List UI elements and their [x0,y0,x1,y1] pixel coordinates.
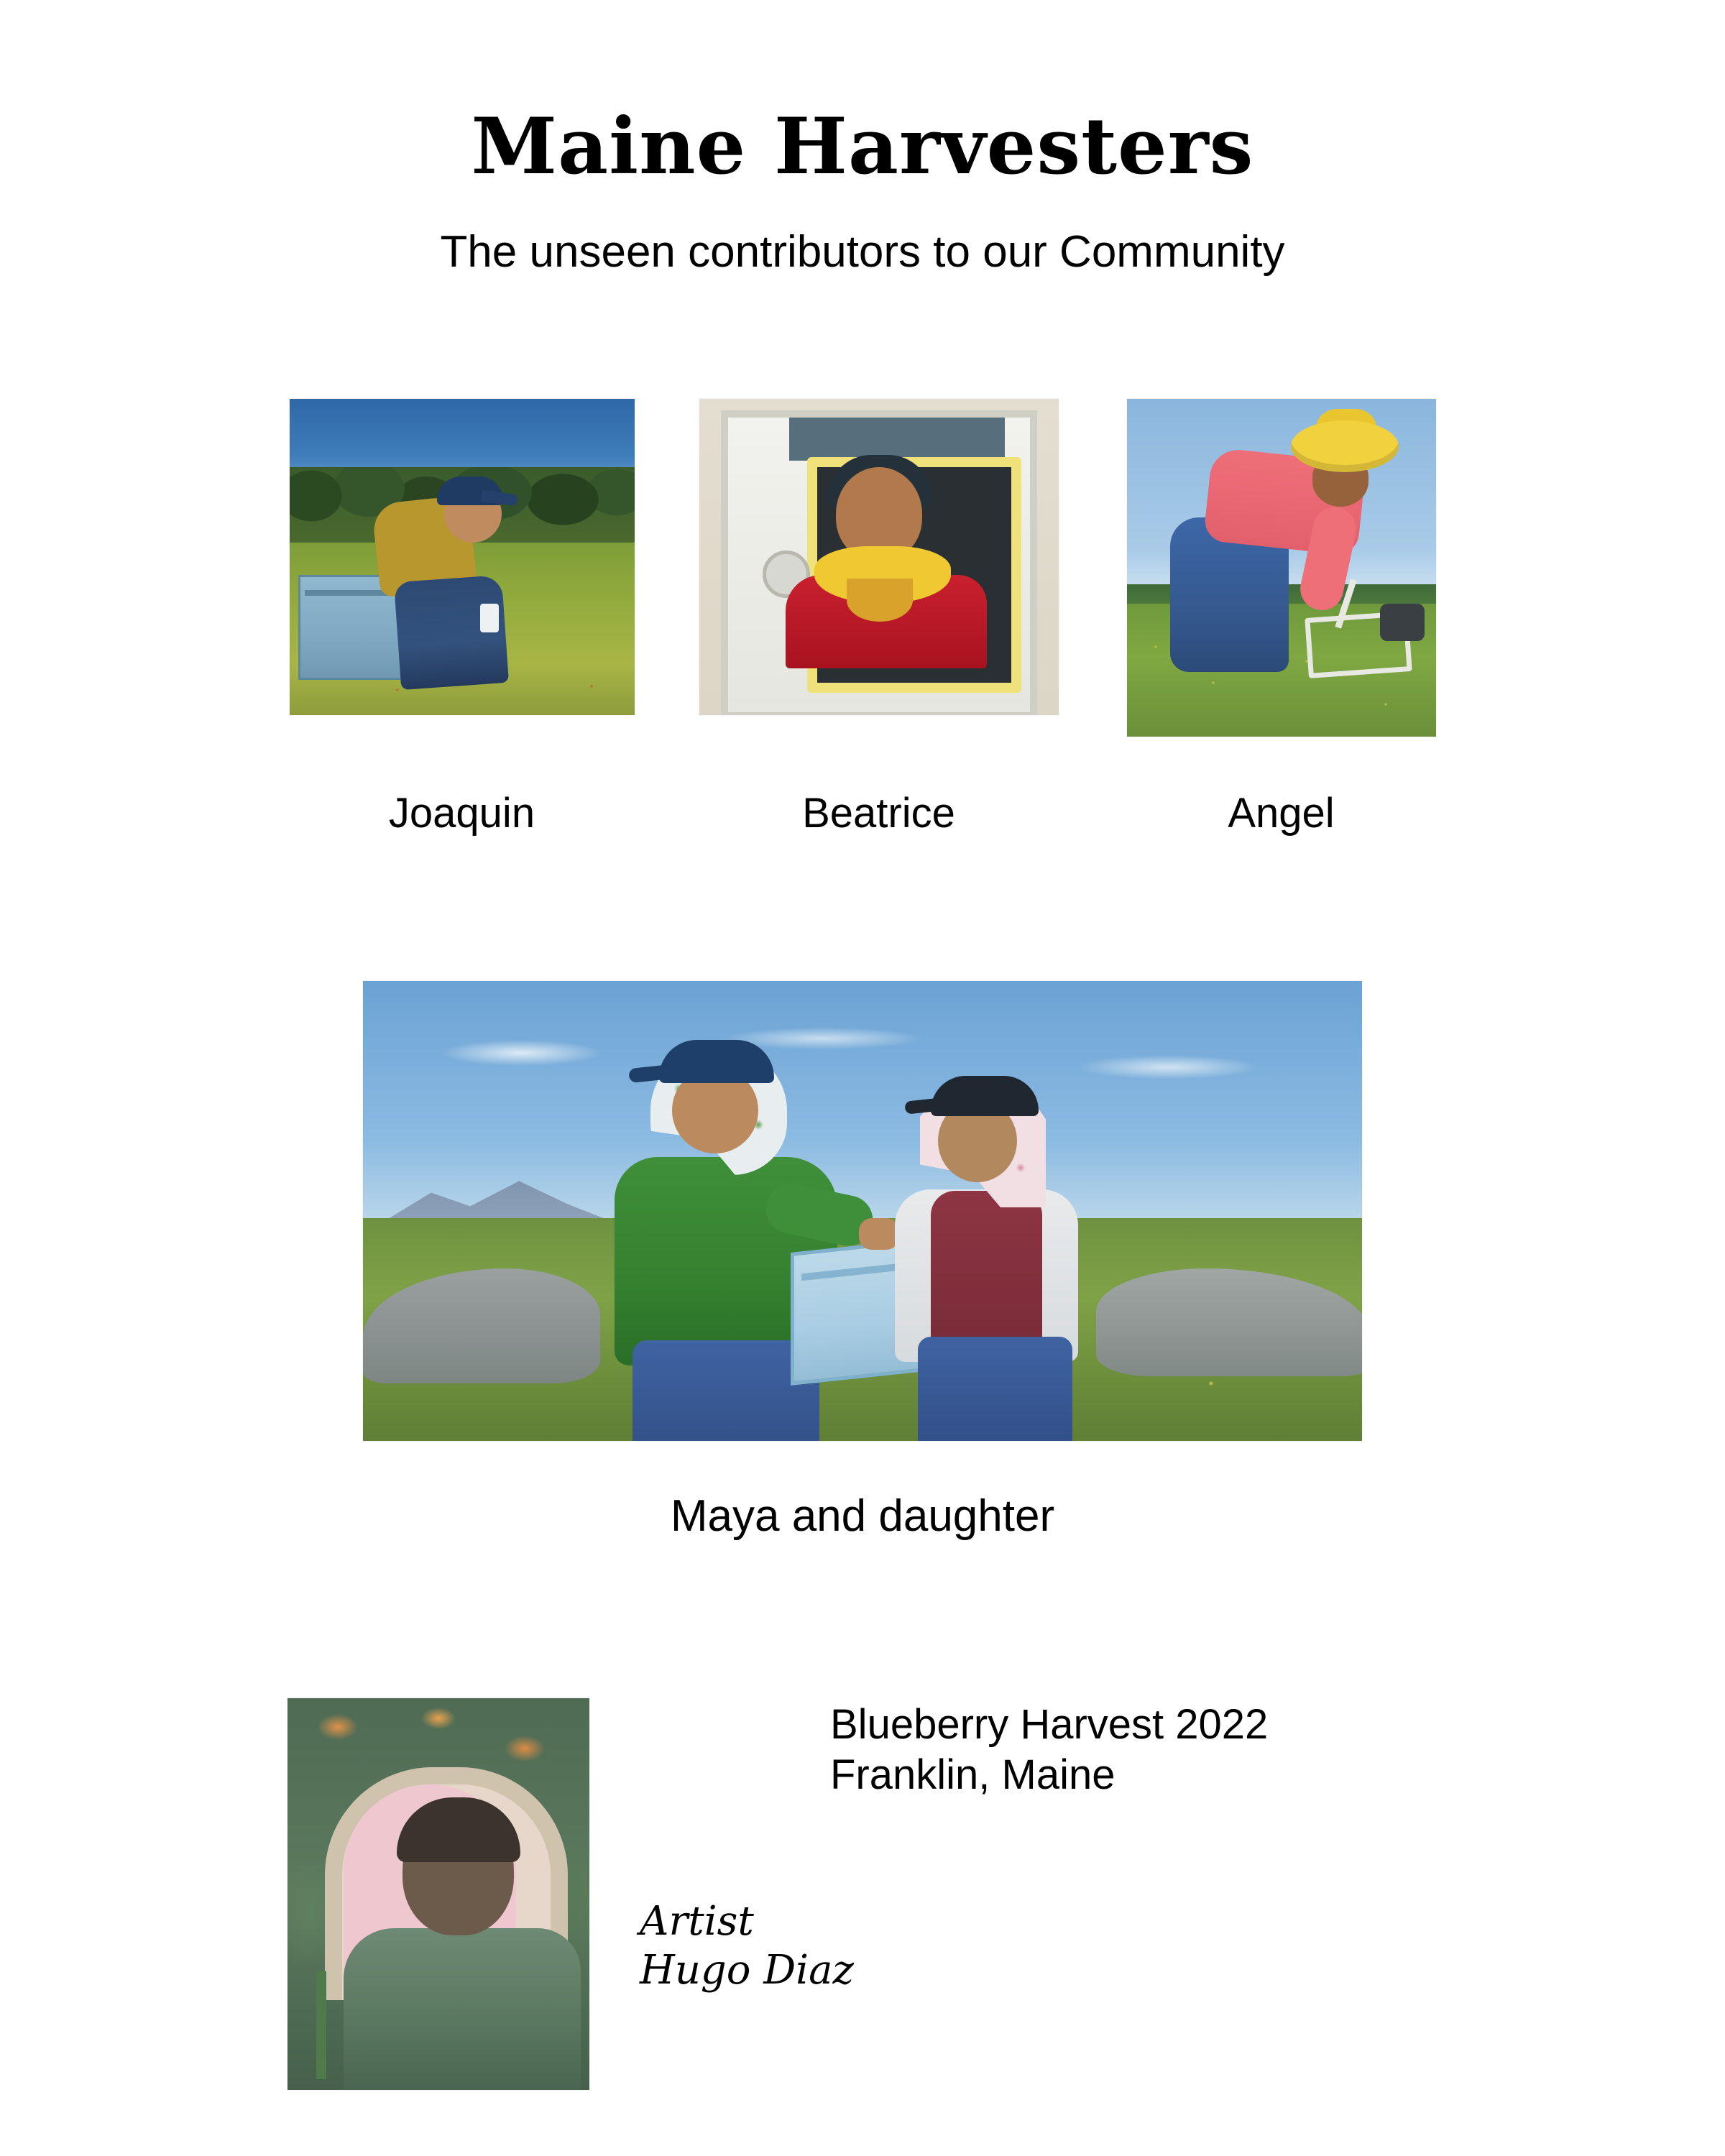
painting-maya-and-daughter [363,981,1362,1441]
portrait-artist [288,1698,589,2090]
figure-legs-shape [393,575,508,690]
artwork-card-beatrice [699,399,1059,837]
window-shape [789,418,1005,461]
event-title: Blueberry Harvest 2022 [830,1701,1269,1748]
artwork-card-joaquin [290,399,635,837]
collar-shape [847,579,913,622]
artwork-caption: Beatrice [802,790,955,837]
event-location: Franklin, Maine [830,1751,1116,1798]
cup-shape [480,604,499,632]
painting-joaquin [290,399,635,715]
artist-label: Artist [640,1898,754,1945]
featured-artwork-block [0,981,1725,1539]
daughter-cap-shape [931,1076,1039,1116]
rake-basket-shape [1380,604,1425,641]
clouds-shape [363,1010,1362,1118]
figure-shoulders-shape [344,1928,581,2090]
featured-artwork-caption: Maya and daughter [670,1491,1055,1541]
painting-beatrice [699,399,1059,715]
artist-credit [640,1897,854,1996]
painting-angel [1127,399,1436,737]
poster-footer [0,1692,1725,2152]
maya-cap-shape [659,1040,774,1083]
maya-hand-shape [859,1218,899,1250]
artwork-card-angel [1127,399,1436,837]
page-title: Maine Harvesters [471,101,1254,192]
artwork-caption: Angel [1228,790,1335,837]
artwork-caption: Joaquin [388,790,535,837]
artist-name: Hugo Diaz [640,1947,854,1994]
page-subtitle: The unseen contributors to our Community [440,227,1285,277]
top-artwork-row [0,399,1725,837]
baseball-cap-shape [437,476,503,505]
straw-hat-brim-shape [1291,420,1399,472]
plant-stem-shape [316,1971,326,2079]
daughter-shirt-shape [931,1191,1042,1345]
daughter-jeans-shape [918,1337,1072,1441]
event-info [830,1700,1268,1800]
